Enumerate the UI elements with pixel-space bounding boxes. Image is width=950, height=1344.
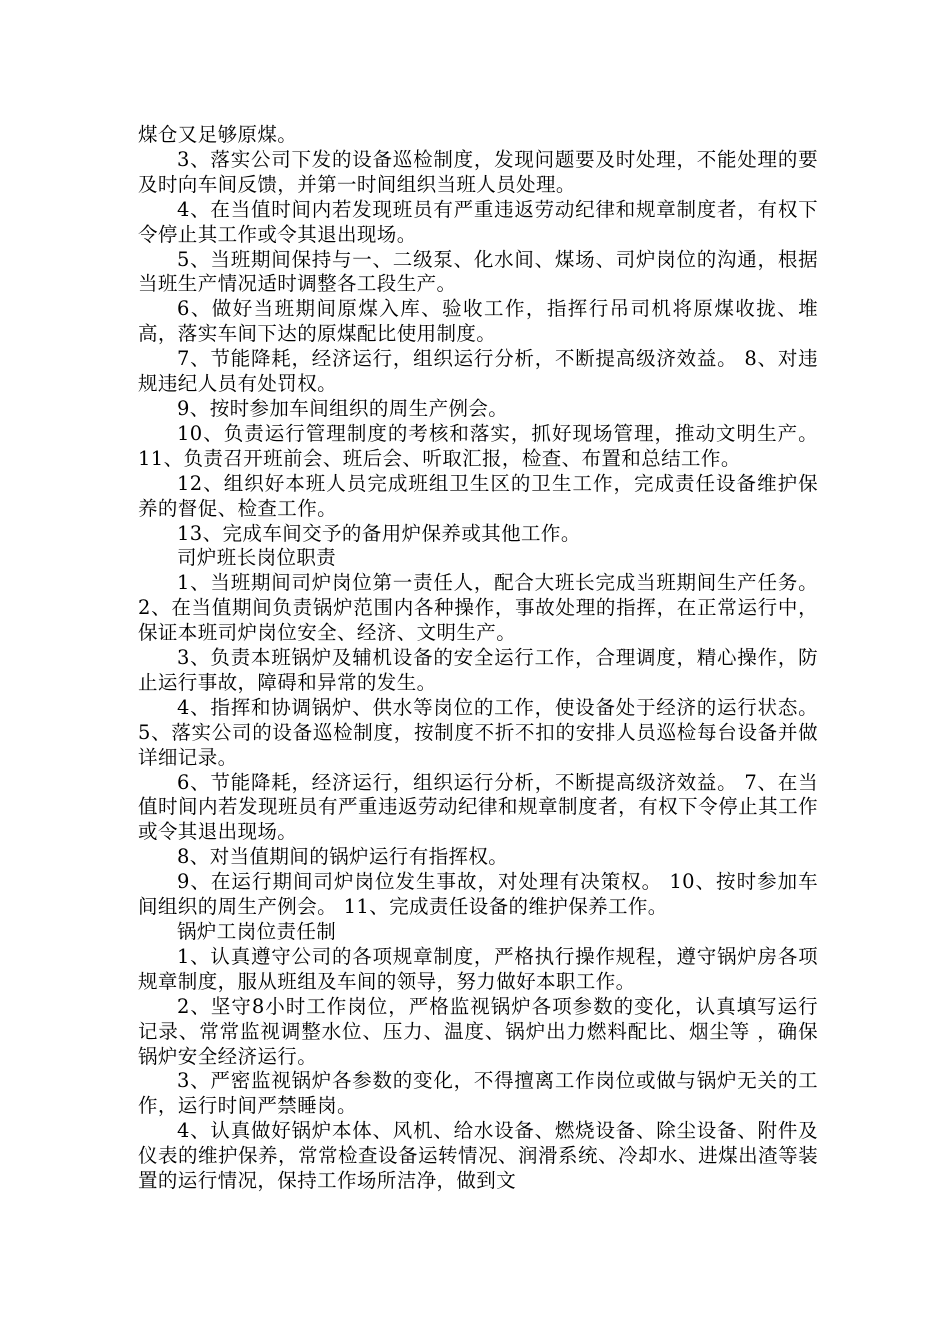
paragraph: 3、负责本班锅炉及辅机设备的安全运行工作，合理调度，精心操作，防止运行事故，障碍和异常的发生。	[138, 646, 818, 694]
paragraph: 7、节能降耗，经济运行，组织运行分析，不断提高级济效益。 8、对违规违纪人员有处罚权。	[138, 347, 818, 396]
paragraph: 5、当班期间保持与一、二级泵、化水间、煤场、司炉岗位的沟通，根据当班生产情况适时调整各工段生产。	[138, 247, 818, 296]
paragraph: 4、指挥和协调锅炉、供水等岗位的工作，使设备处于经济的运行状态。 5、落实公司的设备巡检制度，按制度不折不扣的安排人员巡检每台设备并做详细记录。	[138, 695, 818, 769]
paragraph: 3、严密监视锅炉各参数的变化，不得擅离工作岗位或做与锅炉无关的工作，运行时间严禁睡岗。	[138, 1069, 818, 1118]
paragraph: 2、坚守8小时工作岗位，严格监视锅炉各项参数的变化，认真填写运行记录、常常监视调整水位、压力、温度、锅炉出力燃料配比、烟尘等 ，确保锅炉安全经济运行。	[138, 994, 818, 1068]
paragraph: 4、在当值时间内若发现班员有严重违返劳动纪律和规章制度者，有权下令停止其工作或令其退出现场。	[138, 197, 818, 246]
paragraph: 13、完成车间交予的备用炉保养或其他工作。	[177, 521, 581, 545]
paragraph: 10、负责运行管理制度的考核和落实，抓好现场管理，推动文明生产。 11、负责召开班前会、班后会、听取汇报，检查、布置和总结工作。	[138, 421, 818, 470]
paragraph: 煤仓又足够原煤。	[138, 123, 298, 146]
paragraph: 9、在运行期间司炉岗位发生事故，对处理有决策权。 10、按时参加车间组织的周生产例会。 11、完成责任设备的维护保养工作。	[138, 870, 818, 919]
paragraph: 12、组织好本班人员完成班组卫生区的卫生工作，完成责任设备维护保养的督促、检查工作。	[138, 471, 818, 520]
paragraph: 1、当班期间司炉岗位第一责任人，配合大班长完成当班期间生产任务。 2、在当值期间负责锅炉范围内各种操作，事故处理的指挥，在正常运行中，保证本班司炉岗位安全、经济、文明生产。	[138, 571, 818, 645]
paragraph: 4、认真做好锅炉本体、风机、给水设备、燃烧设备、除尘设备、附件及仪表的维护保养，常常检查设备运转情况、润滑系统、冷却水、进煤出渣等装置的运行情况，保持工作场所洁净，做到文	[138, 1119, 818, 1193]
paragraph: 9、按时参加车间组织的周生产例会。	[177, 396, 509, 420]
paragraph: 3、落实公司下发的设备巡检制度，发现问题要及时处理，不能处理的要及时向车间反馈，并第一时间组织当班人员处理。	[138, 147, 818, 196]
paragraph: 1、认真遵守公司的各项规章制度，严格执行操作规程，遵守锅炉房各项规章制度，服从班组及车间的领导，努力做好本职工作。	[138, 944, 818, 993]
section-heading: 司炉班长岗位职责	[177, 546, 337, 570]
paragraph: 8、对当值期间的锅炉运行有指挥权。	[177, 845, 509, 869]
paragraph: 6、节能降耗，经济运行，组织运行分析，不断提高级济效益。 7、在当值时间内若发现班员有严重违返劳动纪律和规章制度者，有权下令停止其工作或令其退出现场。	[138, 770, 818, 844]
paragraph: 6、做好当班期间原煤入库、验收工作，指挥行吊司机将原煤收拢、堆高，落实车间下达的原煤配比使用制度。	[138, 297, 818, 346]
section-heading: 锅炉工岗位责任制	[177, 920, 337, 943]
document-page	[138, 123, 818, 1194]
